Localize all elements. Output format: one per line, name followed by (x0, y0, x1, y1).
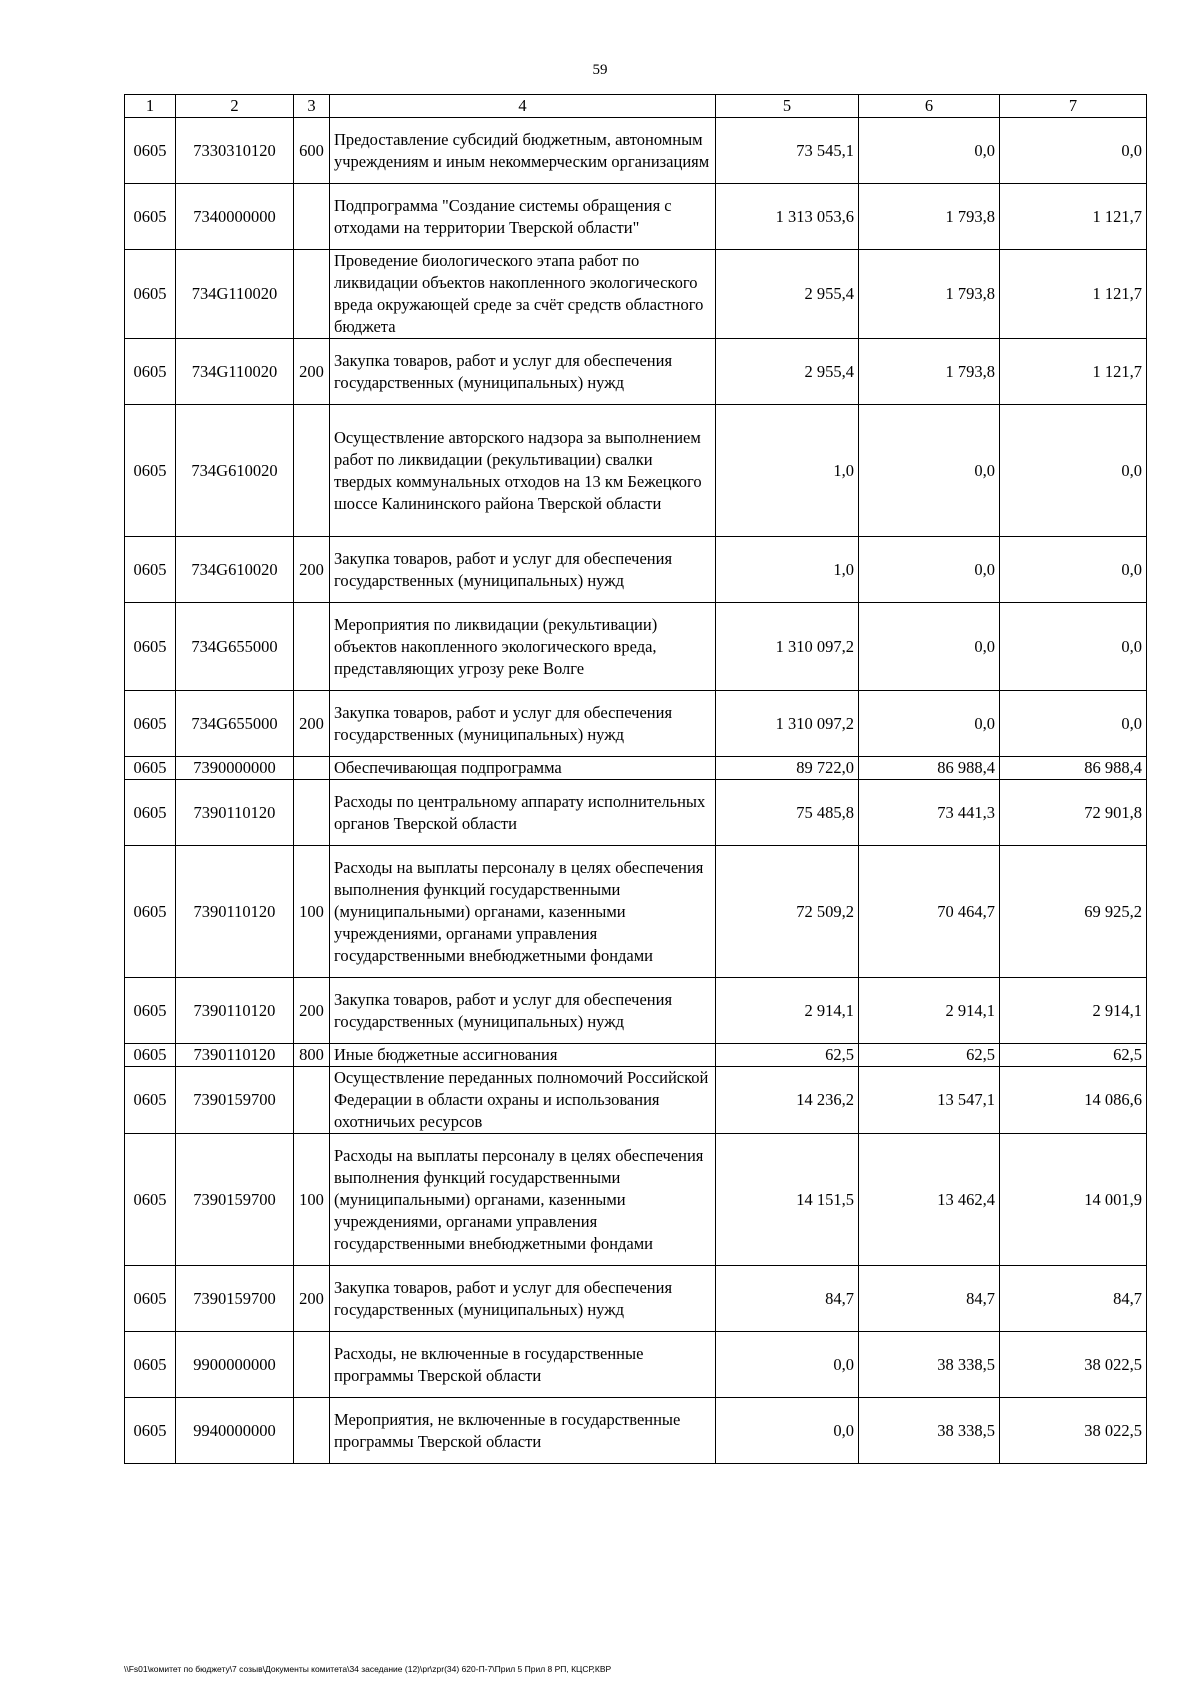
amount-2021-cell: 1,0 (716, 537, 859, 603)
amount-2022-cell: 1 793,8 (859, 250, 1000, 339)
description-cell: Расходы по центральному аппарату исполнительных органов Тверской области (330, 780, 716, 846)
table-row (125, 1398, 1147, 1464)
amount-2021-cell: 84,7 (716, 1266, 859, 1332)
target-article-code-cell: 7390000000 (176, 757, 294, 780)
column-header: 1 (125, 95, 176, 118)
amount-2021-cell: 0,0 (716, 1332, 859, 1398)
expense-type-code-cell (294, 603, 330, 691)
section-code-cell: 0605 (125, 250, 176, 339)
target-article-code-cell: 7390159700 (176, 1266, 294, 1332)
table-row (125, 339, 1147, 405)
amount-2022-cell: 38 338,5 (859, 1332, 1000, 1398)
target-article-code-cell: 734G655000 (176, 603, 294, 691)
section-code-cell: 0605 (125, 339, 176, 405)
amount-2022-cell: 0,0 (859, 691, 1000, 757)
amount-2022-cell: 0,0 (859, 603, 1000, 691)
amount-2022-cell: 73 441,3 (859, 780, 1000, 846)
target-article-code-cell: 7340000000 (176, 184, 294, 250)
amount-2022-cell: 1 793,8 (859, 339, 1000, 405)
table-row (125, 1266, 1147, 1332)
description-cell: Расходы на выплаты персоналу в целях обеспечения выполнения функций государственными (муниципальными) органами, казенными учреждениями, органами управления государственными внебюджетными фондами (330, 1134, 716, 1266)
target-article-code-cell: 7390110120 (176, 1044, 294, 1067)
section-code-cell: 0605 (125, 405, 176, 537)
amount-2023-cell: 0,0 (1000, 537, 1147, 603)
description-cell: Мероприятия, не включенные в государственные программы Тверской области (330, 1398, 716, 1464)
target-article-code-cell: 7390110120 (176, 846, 294, 978)
header-row (125, 95, 1147, 118)
expense-type-code-cell: 200 (294, 1266, 330, 1332)
amount-2023-cell: 1 121,7 (1000, 339, 1147, 405)
description-cell: Предоставление субсидий бюджетным, автономным учреждениям и иным некоммерческим организациям (330, 118, 716, 184)
table-row (125, 1134, 1147, 1266)
amount-2022-cell: 0,0 (859, 405, 1000, 537)
column-header: 7 (1000, 95, 1147, 118)
amount-2023-cell: 14 001,9 (1000, 1134, 1147, 1266)
section-code-cell: 0605 (125, 1044, 176, 1067)
target-article-code-cell: 9900000000 (176, 1332, 294, 1398)
amount-2023-cell: 84,7 (1000, 1266, 1147, 1332)
expense-type-code-cell (294, 1398, 330, 1464)
description-cell: Закупка товаров, работ и услуг для обеспечения государственных (муниципальных) нужд (330, 691, 716, 757)
expense-type-code-cell: 200 (294, 339, 330, 405)
section-code-cell: 0605 (125, 537, 176, 603)
amount-2023-cell: 1 121,7 (1000, 250, 1147, 339)
amount-2023-cell: 38 022,5 (1000, 1398, 1147, 1464)
amount-2021-cell: 14 151,5 (716, 1134, 859, 1266)
target-article-code-cell: 734G110020 (176, 339, 294, 405)
section-code-cell: 0605 (125, 846, 176, 978)
section-code-cell: 0605 (125, 978, 176, 1044)
page-number: 59 (592, 62, 608, 78)
target-article-code-cell: 734G610020 (176, 405, 294, 537)
expense-type-code-cell: 100 (294, 846, 330, 978)
section-code-cell: 0605 (125, 1134, 176, 1266)
section-code-cell: 0605 (125, 184, 176, 250)
column-header: 4 (330, 95, 716, 118)
table-row (125, 780, 1147, 846)
table-row (125, 1067, 1147, 1134)
table-row (125, 691, 1147, 757)
target-article-code-cell: 734G610020 (176, 537, 294, 603)
amount-2022-cell: 1 793,8 (859, 184, 1000, 250)
description-cell: Расходы на выплаты персоналу в целях обеспечения выполнения функций государственными (муниципальными) органами, казенными учреждениями, органами управления государственными внебюджетными фондами (330, 846, 716, 978)
amount-2021-cell: 2 955,4 (716, 250, 859, 339)
table-row (125, 184, 1147, 250)
expense-type-code-cell (294, 780, 330, 846)
section-code-cell: 0605 (125, 1398, 176, 1464)
column-header: 6 (859, 95, 1000, 118)
amount-2023-cell: 14 086,6 (1000, 1067, 1147, 1134)
amount-2022-cell: 62,5 (859, 1044, 1000, 1067)
amount-2021-cell: 2 914,1 (716, 978, 859, 1044)
description-cell: Осуществление переданных полномочий Российской Федерации в области охраны и использования охотничьих ресурсов (330, 1067, 716, 1134)
target-article-code-cell: 7390159700 (176, 1067, 294, 1134)
description-cell: Обеспечивающая подпрограмма (330, 757, 716, 780)
section-code-cell: 0605 (125, 757, 176, 780)
table-row (125, 757, 1147, 780)
amount-2023-cell: 38 022,5 (1000, 1332, 1147, 1398)
amount-2022-cell: 0,0 (859, 537, 1000, 603)
target-article-code-cell: 734G655000 (176, 691, 294, 757)
amount-2022-cell: 70 464,7 (859, 846, 1000, 978)
description-cell: Мероприятия по ликвидации (рекультивации) объектов накопленного экологического вреда, представляющих угрозу реке Волге (330, 603, 716, 691)
column-header: 5 (716, 95, 859, 118)
amount-2021-cell: 75 485,8 (716, 780, 859, 846)
amount-2021-cell: 1 310 097,2 (716, 691, 859, 757)
target-article-code-cell: 7390159700 (176, 1134, 294, 1266)
target-article-code-cell: 7390110120 (176, 978, 294, 1044)
expense-type-code-cell (294, 757, 330, 780)
amount-2022-cell: 38 338,5 (859, 1398, 1000, 1464)
amount-2022-cell: 2 914,1 (859, 978, 1000, 1044)
amount-2022-cell: 0,0 (859, 118, 1000, 184)
table-row (125, 978, 1147, 1044)
amount-2021-cell: 72 509,2 (716, 846, 859, 978)
description-cell: Закупка товаров, работ и услуг для обеспечения государственных (муниципальных) нужд (330, 1266, 716, 1332)
column-header: 3 (294, 95, 330, 118)
expense-type-code-cell: 800 (294, 1044, 330, 1067)
amount-2021-cell: 1 310 097,2 (716, 603, 859, 691)
table-row (125, 118, 1147, 184)
amount-2021-cell: 62,5 (716, 1044, 859, 1067)
expense-type-code-cell (294, 250, 330, 339)
expense-type-code-cell (294, 184, 330, 250)
description-cell: Закупка товаров, работ и услуг для обеспечения государственных (муниципальных) нужд (330, 978, 716, 1044)
amount-2023-cell: 1 121,7 (1000, 184, 1147, 250)
amount-2022-cell: 13 462,4 (859, 1134, 1000, 1266)
amount-2023-cell: 0,0 (1000, 603, 1147, 691)
table-body (125, 118, 1147, 1464)
section-code-cell: 0605 (125, 1332, 176, 1398)
amount-2021-cell: 14 236,2 (716, 1067, 859, 1134)
column-header: 2 (176, 95, 294, 118)
amount-2023-cell: 0,0 (1000, 118, 1147, 184)
section-code-cell: 0605 (125, 780, 176, 846)
amount-2022-cell: 86 988,4 (859, 757, 1000, 780)
table-row (125, 405, 1147, 537)
amount-2023-cell: 0,0 (1000, 691, 1147, 757)
amount-2021-cell: 1 313 053,6 (716, 184, 859, 250)
table-row (125, 250, 1147, 339)
amount-2022-cell: 13 547,1 (859, 1067, 1000, 1134)
section-code-cell: 0605 (125, 118, 176, 184)
target-article-code-cell: 7330310120 (176, 118, 294, 184)
expense-type-code-cell: 200 (294, 978, 330, 1044)
description-cell: Проведение биологического этапа работ по ликвидации объектов накопленного экологического вреда окружающей среде за счёт средств областного бюджета (330, 250, 716, 339)
expense-type-code-cell: 100 (294, 1134, 330, 1266)
target-article-code-cell: 7390110120 (176, 780, 294, 846)
amount-2023-cell: 0,0 (1000, 405, 1147, 537)
expense-type-code-cell: 200 (294, 691, 330, 757)
table-row (125, 603, 1147, 691)
amount-2023-cell: 69 925,2 (1000, 846, 1147, 978)
description-cell: Закупка товаров, работ и услуг для обеспечения государственных (муниципальных) нужд (330, 339, 716, 405)
description-cell: Расходы, не включенные в государственные программы Тверской области (330, 1332, 716, 1398)
table-row (125, 537, 1147, 603)
section-code-cell: 0605 (125, 1266, 176, 1332)
amount-2023-cell: 86 988,4 (1000, 757, 1147, 780)
table-row (125, 1332, 1147, 1398)
amount-2022-cell: 84,7 (859, 1266, 1000, 1332)
amount-2021-cell: 73 545,1 (716, 118, 859, 184)
expense-type-code-cell (294, 1332, 330, 1398)
expense-type-code-cell: 600 (294, 118, 330, 184)
amount-2021-cell: 0,0 (716, 1398, 859, 1464)
budget-table (124, 94, 1147, 1464)
description-cell: Подпрограмма "Создание системы обращения с отходами на территории Тверской области" (330, 184, 716, 250)
expense-type-code-cell (294, 405, 330, 537)
target-article-code-cell: 9940000000 (176, 1398, 294, 1464)
footer-path: \\Fs01\комитет по бюджету\7 созыв\Документы комитета\34 заседание (12)\pr\zpr(34) 620-П-7\Прил 5 Прил 8 РП, КЦСР,КВР (124, 1664, 612, 1674)
description-cell: Осуществление авторского надзора за выполнением работ по ликвидации (рекультивации) свалки твердых коммунальных отходов на 13 км Бежецкого шоссе Калининского района Тверской области (330, 405, 716, 537)
expense-type-code-cell (294, 1067, 330, 1134)
section-code-cell: 0605 (125, 691, 176, 757)
description-cell: Закупка товаров, работ и услуг для обеспечения государственных (муниципальных) нужд (330, 537, 716, 603)
amount-2023-cell: 2 914,1 (1000, 978, 1147, 1044)
table-row (125, 1044, 1147, 1067)
amount-2021-cell: 89 722,0 (716, 757, 859, 780)
table-row (125, 846, 1147, 978)
target-article-code-cell: 734G110020 (176, 250, 294, 339)
section-code-cell: 0605 (125, 1067, 176, 1134)
amount-2021-cell: 2 955,4 (716, 339, 859, 405)
expense-type-code-cell: 200 (294, 537, 330, 603)
amount-2023-cell: 72 901,8 (1000, 780, 1147, 846)
amount-2023-cell: 62,5 (1000, 1044, 1147, 1067)
description-cell: Иные бюджетные ассигнования (330, 1044, 716, 1067)
amount-2021-cell: 1,0 (716, 405, 859, 537)
section-code-cell: 0605 (125, 603, 176, 691)
